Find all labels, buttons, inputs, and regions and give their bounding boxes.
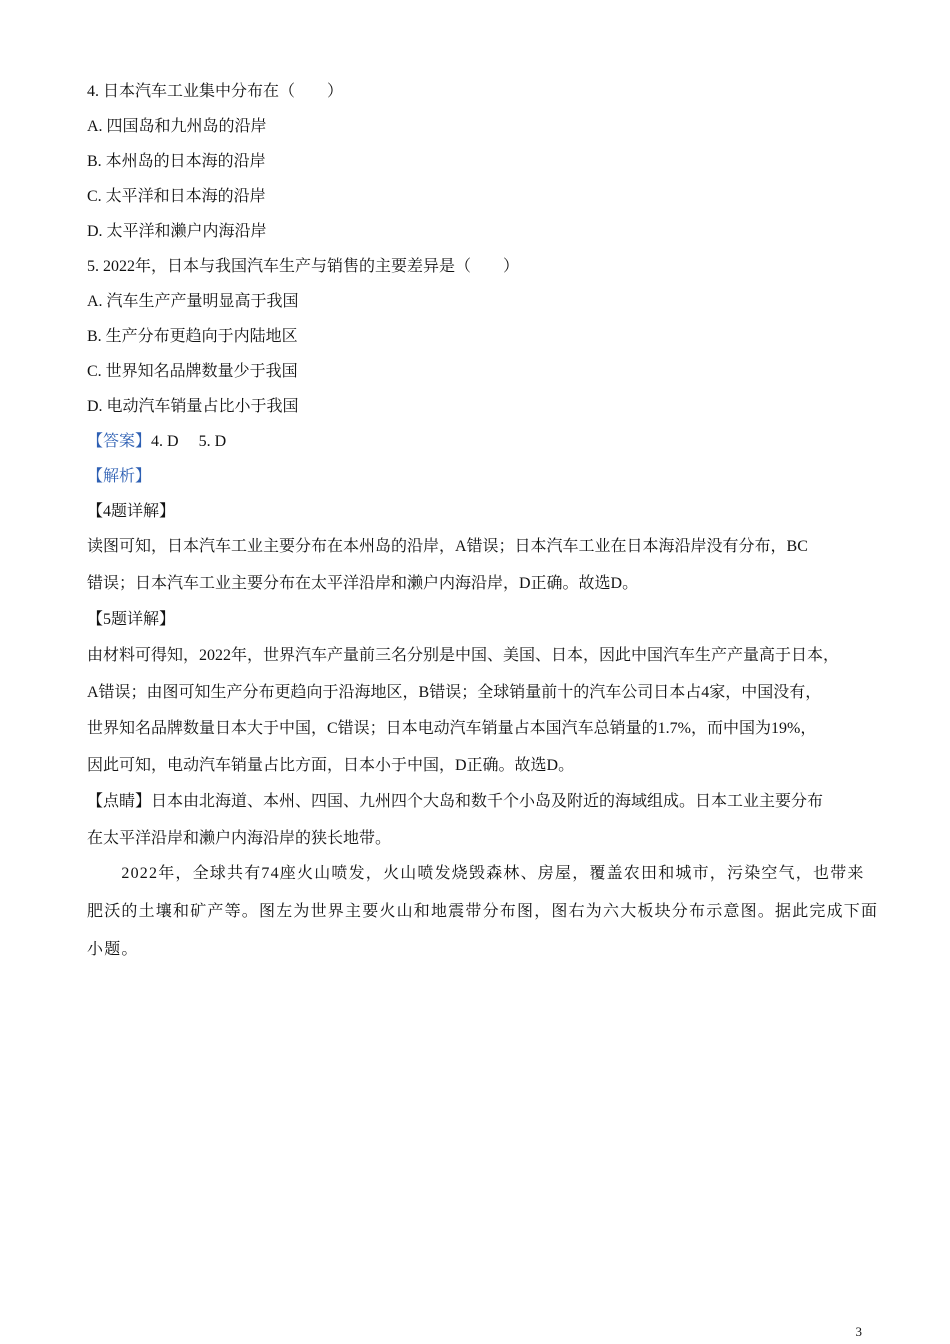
question-5-option-a: A. 汽车生产产量明显高于我国 bbox=[87, 293, 299, 310]
answer-text: 4. D 5. D bbox=[151, 433, 227, 450]
question-5-option-c: C. 世界知名品牌数量少于我国 bbox=[87, 363, 298, 380]
passage-line-2: 肥沃的土壤和矿产等。图左为世界主要火山和地震带分布图，图右为六大板块分布示意图。据此完成下面 bbox=[87, 903, 879, 920]
question-4-option-c: C. 太平洋和日本海的沿岸 bbox=[87, 188, 266, 205]
detail-5-line-3: 世界知名品牌数量日本大于中国，C错误；日本电动汽车销量占本国汽车总销量的1.7%，而中国为19%， bbox=[87, 720, 817, 737]
question-5-stem: 5. 2022年，日本与我国汽车生产与销售的主要差异是（ ） bbox=[87, 258, 520, 275]
detail-5-title: 【5题详解】 bbox=[87, 611, 176, 628]
question-4-stem: 4. 日本汽车工业集中分布在（ ） bbox=[87, 83, 344, 100]
detail-4-line-2: 错误；日本汽车工业主要分布在太平洋沿岸和濑户内海沿岸，D正确。故选D。 bbox=[87, 575, 639, 592]
passage-line-3: 小题。 bbox=[87, 941, 139, 958]
detail-5-line-2: A错误；由图可知生产分布更趋向于沿海地区，B错误；全球销量前十的汽车公司日本占4家，中国没有， bbox=[87, 684, 822, 701]
question-4-option-a: A. 四国岛和九州岛的沿岸 bbox=[87, 118, 267, 135]
detail-5-line-4: 因此可知，电动汽车销量占比方面，日本小于中国，D正确。故选D。 bbox=[87, 757, 575, 774]
question-4-option-b: B. 本州岛的日本海的沿岸 bbox=[87, 153, 266, 170]
detail-5-line-1: 由材料可得知，2022年，世界汽车产量前三名分别是中国、美国、日本，因此中国汽车生产产量高于日本， bbox=[87, 647, 840, 664]
note-line-2: 在太平洋沿岸和濑户内海沿岸的狭长地带。 bbox=[87, 830, 392, 847]
question-5-option-d: D. 电动汽车销量占比小于我国 bbox=[87, 398, 299, 415]
answer-line bbox=[87, 432, 870, 452]
question-5-option-b: B. 生产分布更趋向于内陆地区 bbox=[87, 328, 298, 345]
analysis-tag: 【解析】 bbox=[87, 468, 152, 485]
passage-line-1: 2022年，全球共有74座火山喷发，火山喷发烧毁森林、房屋，覆盖农田和城市，污染空气，也带来 bbox=[87, 865, 865, 882]
answer-tag: 【答案】 bbox=[87, 433, 152, 450]
note-line-1: 【点睛】日本由北海道、本州、四国、九州四个大岛和数千个小岛及附近的海域组成。日本工业主要分布 bbox=[87, 793, 824, 810]
page-number: 3 bbox=[855, 1324, 862, 1339]
detail-4-title: 【4题详解】 bbox=[87, 503, 176, 520]
detail-4-line-1: 读图可知，日本汽车工业主要分布在本州岛的沿岸，A错误；日本汽车工业在日本海沿岸没有分布，BC bbox=[87, 538, 808, 555]
question-4-option-d: D. 太平洋和濑户内海沿岸 bbox=[87, 223, 267, 240]
